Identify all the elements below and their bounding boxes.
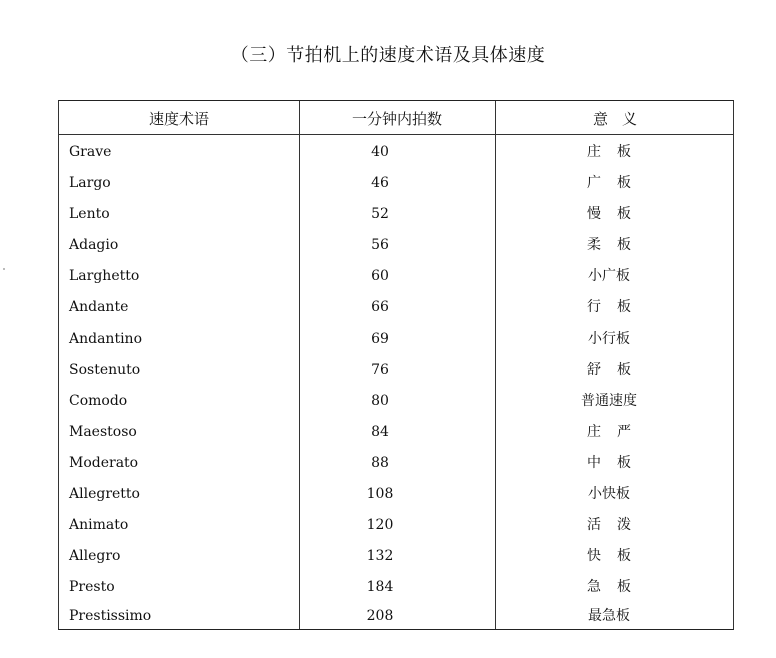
beats-per-minute: 108 [366,486,394,503]
tempo-term: Lento [69,206,110,223]
table-row [59,261,733,292]
beats-per-minute: 40 [371,144,389,160]
beats-per-minute: 80 [371,392,389,409]
tempo-meaning: 小行板 [588,330,630,347]
tempo-term: Andante [69,299,129,316]
page-title: （三）节拍机上的速度术语及具体速度 [230,45,546,66]
tempo-term: Presto [69,579,115,596]
table-row [59,479,733,510]
tempo-meaning: 普通速度 [581,392,637,409]
header-divider [59,134,733,135]
tempo-term: Grave [69,144,112,160]
beats-per-minute: 208 [366,608,394,625]
tempo-meaning: 快板 [587,548,647,565]
table-row [59,448,733,479]
tempo-meaning: 庄严 [587,423,647,440]
table-row [59,417,733,448]
table-row [59,510,733,541]
beats-per-minute: 56 [371,237,389,254]
tempo-meaning: 小广板 [588,268,630,285]
tempo-meaning: 行板 [587,299,647,316]
tempo-term: Sostenuto [69,361,141,378]
beats-per-minute: 46 [371,175,389,192]
beats-per-minute: 120 [366,517,394,534]
table-row [59,324,733,355]
tempo-term: Allegretto [69,486,140,503]
tempo-term: Largo [69,175,111,192]
tempo-meaning: 广板 [587,175,647,192]
beats-per-minute: 69 [371,330,389,347]
table-row [59,199,733,230]
table-row [59,572,733,603]
tempo-term: Comodo [69,392,128,409]
tempo-term: Prestissimo [69,608,152,625]
tempo-meaning: 舒板 [587,361,647,378]
tempo-meaning: 庄板 [587,144,647,160]
table-row [59,230,733,261]
tempo-meaning: 柔板 [587,237,647,254]
table-row [59,168,733,199]
header-meaning: 意义 [592,110,651,128]
table-row [59,292,733,323]
table-row [59,355,733,386]
tempo-meaning: 中板 [587,454,647,471]
beats-per-minute: 76 [371,361,389,378]
table-row [59,603,733,629]
tempo-meaning: 慢板 [587,206,647,223]
tempo-term: Larghetto [69,268,140,285]
tempo-meaning: 急板 [587,579,647,596]
header-bpm: 一分钟内拍数 [351,110,442,128]
tempo-meaning: 最急板 [588,608,630,625]
tempo-term: Adagio [69,237,119,254]
tempo-term: Andantino [69,330,143,347]
table-row [59,541,733,572]
beats-per-minute: 184 [366,579,394,596]
beats-per-minute: 84 [371,423,389,440]
tempo-meaning: 小快板 [588,486,630,503]
beats-per-minute: 88 [371,454,389,471]
beats-per-minute: 60 [371,268,389,285]
table-row [59,137,733,168]
table-body [59,137,733,629]
tempo-table [58,100,734,630]
margin-speck [3,268,5,270]
beats-per-minute: 132 [366,548,394,565]
tempo-meaning: 活泼 [587,517,647,534]
tempo-term: Animato [69,517,129,534]
table-row [59,386,733,417]
tempo-term: Allegro [69,548,121,565]
header-term: 速度术语 [148,110,209,128]
tempo-term: Moderato [69,454,139,471]
beats-per-minute: 66 [371,299,389,316]
beats-per-minute: 52 [371,206,389,223]
tempo-term: Maestoso [69,423,137,440]
